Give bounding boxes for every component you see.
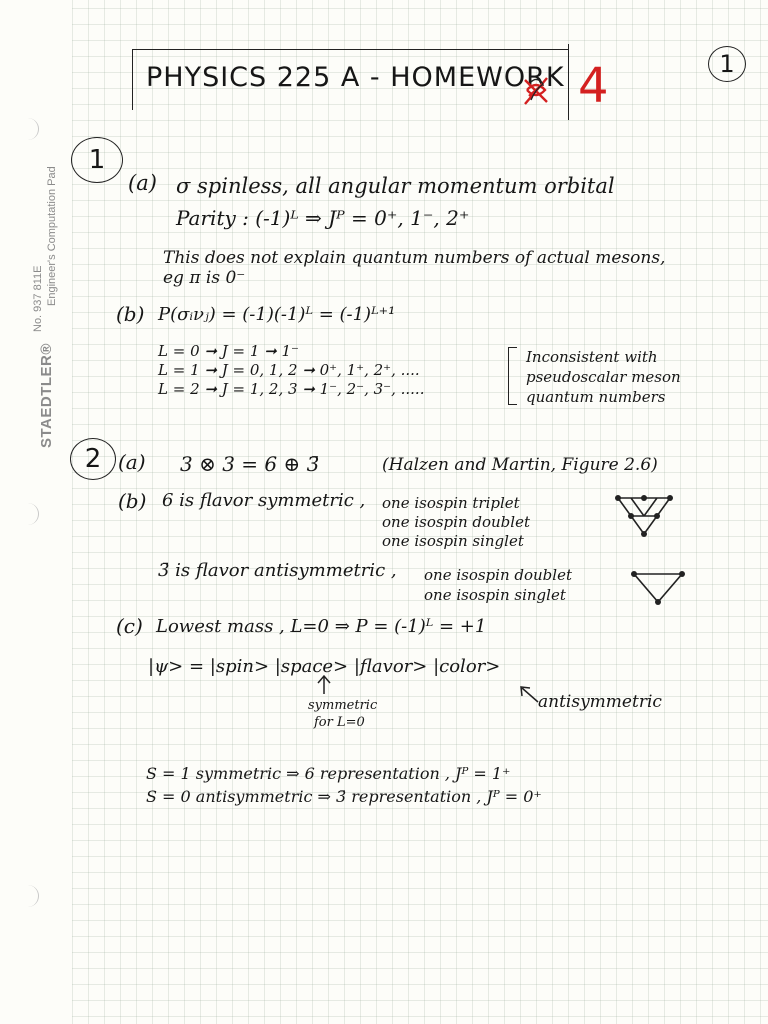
p2a-line: 3 ⊗ 3 = 6 ⊕ 3̄: [180, 452, 320, 476]
homework-number: 4: [578, 58, 609, 114]
p1b-note: quantum numbers: [526, 388, 666, 406]
crossed-out-number: [521, 74, 551, 108]
p2c-note-sym: for L=0: [314, 715, 365, 730]
page-number: 1: [719, 50, 735, 78]
brand-logo: STAEDTLER®: [38, 343, 55, 448]
p1a-label: (a): [128, 171, 157, 195]
p1b-line1: P(σᵢνⱼ) = (-1)(-1)ᴸ = (-1)ᴸ⁺¹: [158, 304, 396, 325]
p1b-row: L = 0 ➞ J = 1 ➞ 1⁻: [158, 342, 299, 360]
p2b-six-item: one isospin triplet: [382, 494, 520, 512]
p2b-three-item: one isospin doublet: [424, 566, 572, 584]
problem-1-number: 1: [88, 145, 106, 175]
p2c-line2: |ψ> = |spin> |space> |flavor> |color>: [148, 656, 501, 677]
p2b-six: 6 is flavor symmetric ,: [162, 490, 366, 511]
p1b-row: L = 2 ➞ J = 1, 2, 3 ➞ 1⁻, 2⁻, 3⁻, .....: [158, 380, 425, 398]
problem-2-badge: [70, 438, 116, 480]
p1a-line1: σ spinless, all angular momentum orbital: [176, 174, 615, 198]
note-bracket: [508, 347, 517, 405]
antitriplet-weight-diagram: [628, 566, 688, 608]
p2b-three: 3̄ is flavor antisymmetric ,: [158, 560, 397, 581]
p1b-note: pseudoscalar meson: [526, 368, 681, 386]
problem-2-number: 2: [84, 444, 102, 474]
title-divider: [568, 44, 569, 120]
problem-1-badge: [71, 137, 123, 183]
pad-number: No. 937 811E: [32, 265, 44, 332]
p2c-line1: Lowest mass , L=0 ⇒ P = (-1)ᴸ = +1: [156, 616, 487, 637]
p2c-s0: S = 0 antisymmetric ⇒ 3̄ representation , Jᴾ = 0⁺: [146, 787, 542, 806]
p2a-ref: (Halzen and Martin, Figure 2.6): [382, 455, 658, 475]
arrow-up-icon: [312, 674, 336, 696]
arrow-up-left-icon: [518, 684, 540, 704]
p2b-three-item: one isospin singlet: [424, 586, 566, 604]
p1b-note: Inconsistent with: [526, 348, 658, 366]
p1a-line2: Parity : (-1)ᴸ ⇒ Jᴾ = 0⁺, 1⁻, 2⁺: [176, 206, 470, 230]
p2c-label: (c): [116, 614, 143, 638]
p2c-s1: S = 1 symmetric ⇒ 6 representation , Jᴾ = 1⁺: [146, 764, 511, 783]
page-title: PHYSICS 225 A - HOMEWORK: [146, 62, 565, 93]
p2b-six-item: one isospin doublet: [382, 513, 530, 531]
p2b-six-item: one isospin singlet: [382, 532, 524, 550]
p2b-label: (b): [118, 489, 147, 513]
sextet-weight-diagram: [612, 490, 676, 540]
pad-name: Engineer's Computation Pad: [46, 166, 58, 306]
p2c-note-sym: symmetric: [308, 698, 378, 713]
p1b-label: (b): [116, 302, 145, 326]
p2a-label: (a): [118, 450, 146, 474]
p1b-row: L = 1 ➞ J = 0, 1, 2 ➞ 0⁺, 1⁺, 2⁺, ....: [158, 361, 420, 379]
p1a-line4: eg π is 0⁻: [163, 268, 246, 288]
p2c-note-anti: antisymmetric: [538, 692, 662, 712]
page-number-badge: [708, 46, 746, 82]
p1a-line3: This does not explain quantum numbers of actual mesons,: [163, 248, 666, 268]
